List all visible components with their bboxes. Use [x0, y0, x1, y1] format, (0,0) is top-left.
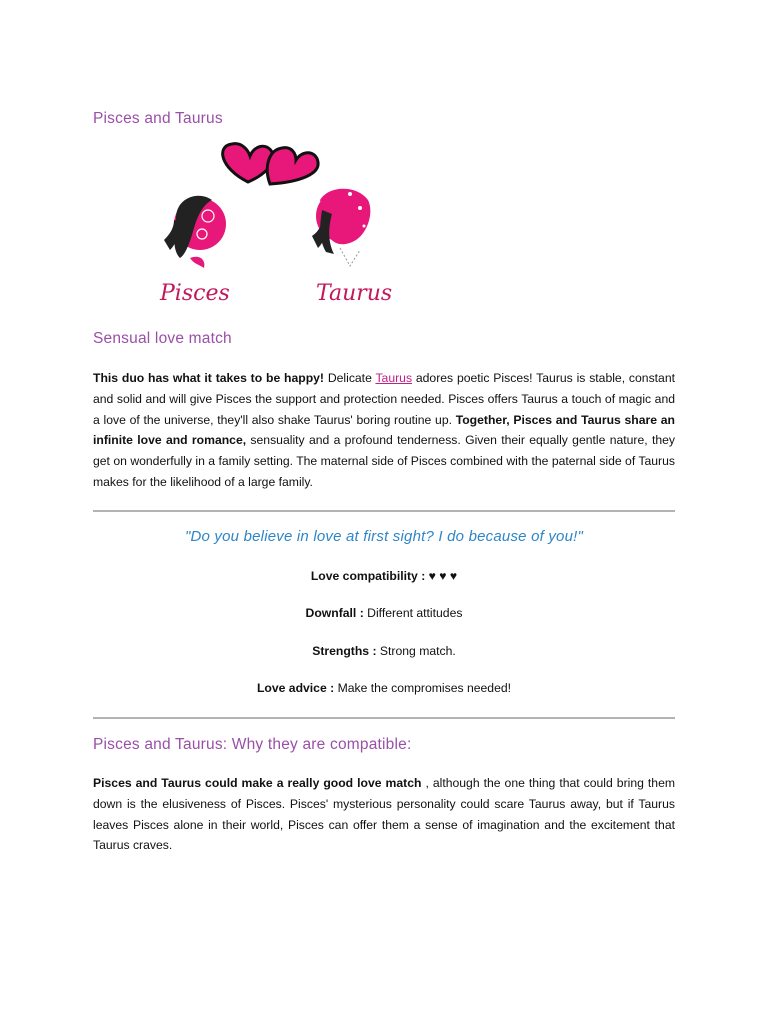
intro-text-2: adores poetic Pisces! Taurus is stable, constant and solid and will give Pisces the support and protection needed. Pisces offers Taurus a touch of magic and a love of the universe, they'll also shake Taurus' boring routine up.: [93, 371, 675, 427]
strengths: [93, 644, 675, 658]
pisces-label: Pisces: [160, 281, 230, 306]
page-title: Pisces and Taurus: [93, 110, 223, 127]
intro-text-3: sensuality and a profound tenderness. Given their equally gentle nature, they get on wonderfully in a family setting. The maternal side of Pisces combined with the paternal side of Taurus makes for the likelihood of a large family.: [93, 433, 675, 489]
downfall: [93, 606, 675, 620]
pisces-silhouette-icon: [164, 196, 226, 268]
downfall-label: Downfall :: [305, 606, 364, 620]
divider: [93, 510, 675, 512]
advice-value: Make the compromises needed!: [334, 681, 512, 695]
downfall-value: Different attitudes: [363, 606, 463, 620]
strengths-label: Strengths :: [312, 644, 377, 658]
hearts-icon: [223, 144, 318, 184]
intro-bold-2: Together, Pisces and Taurus share an infinite love and romance,: [93, 412, 675, 448]
taurus-silhouette-icon: [312, 189, 370, 266]
intro-text-1: Delicate: [324, 371, 376, 385]
pisces-taurus-illustration: [150, 138, 400, 310]
why-text: , although the one thing that could bring them down is the elusiveness of Pisces. Pisces' mysterious personality could scare Taurus away, but if Taurus leaves Pisces alone in their world, Pisces can offer them a sense of imagination and the excitement that Taurus craves.: [93, 776, 675, 853]
compat-label: Love compatibility :: [310, 569, 426, 583]
divider: [93, 717, 675, 719]
intro-paragraph: [93, 368, 675, 493]
love-advice: [93, 681, 675, 695]
section-heading-sensual: Sensual love match: [93, 330, 232, 347]
section-heading-why: Pisces and Taurus: Why they are compatible:: [93, 736, 412, 753]
taurus-link[interactable]: Taurus: [375, 371, 413, 385]
advice-label: Love advice :: [256, 681, 335, 695]
love-compatibility: [93, 569, 675, 583]
taurus-label: Taurus: [316, 281, 393, 306]
why-lead: Pisces and Taurus could make a really good love match: [93, 776, 422, 790]
quote-text: "Do you believe in love at first sight? I do because of you!": [184, 528, 584, 545]
compat-hearts: ♥ ♥ ♥: [425, 569, 458, 583]
strengths-value: Strong match.: [376, 644, 456, 658]
why-paragraph: [93, 773, 675, 856]
intro-lead: This duo has what it takes to be happy!: [93, 371, 324, 385]
